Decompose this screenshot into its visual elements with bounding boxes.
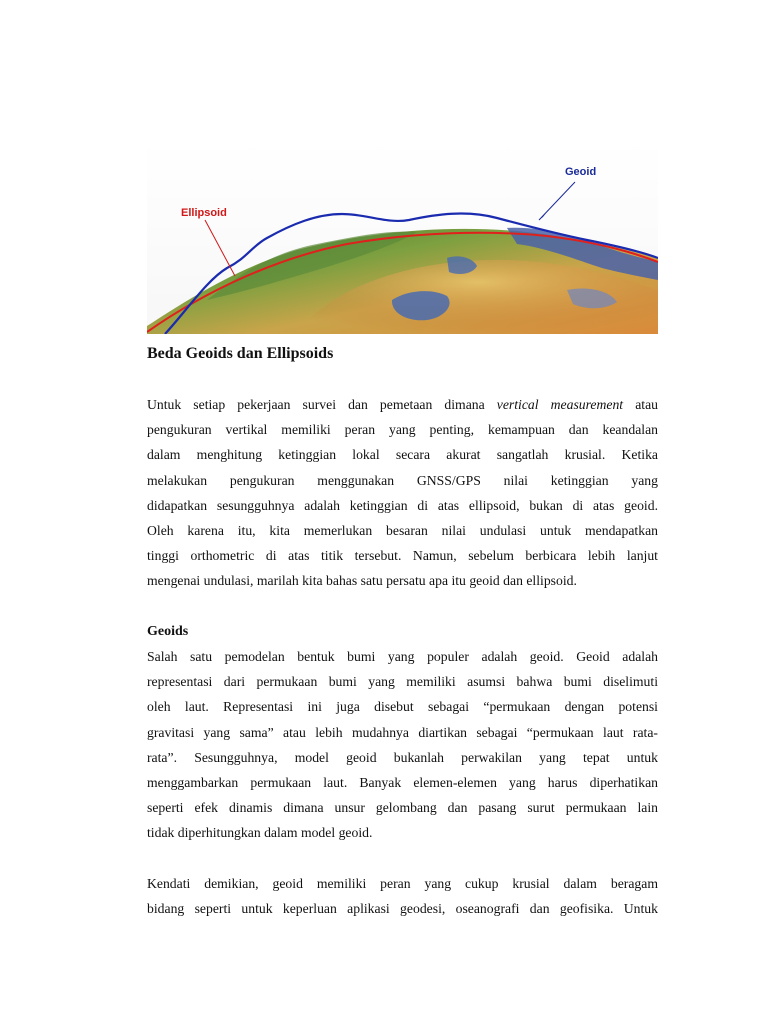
intro-paragraph: [147, 392, 658, 594]
geoids-line: rata”. Sesungguhnya, model geoid bukanlah perwakilan yang tepat untuk: [147, 749, 658, 765]
geoids-line: oleh laut. Representasi ini juga disebut sebagai “permukaan dengan potensi: [147, 699, 658, 715]
kendati-line: Kendati demikian, geoid memiliki peran yang cukup krusial dalam beragam: [147, 876, 658, 891]
intro-line-1: Untuk setiap pekerjaan survei dan pemetaan dimana vertical measurement atau: [147, 397, 658, 412]
kendati-line: bidang seperti untuk keperluan aplikasi geodesi, oseanografi dan geofisika. Untuk: [147, 901, 658, 917]
geoids-paragraph: [147, 644, 658, 846]
geoids-line: representasi dari permukaan bumi yang memiliki asumsi bahwa bumi diselimuti: [147, 674, 658, 690]
geoids-line: menggambarkan permukaan laut. Banyak elemen-elemen yang harus diperhatikan: [147, 775, 658, 791]
intro-line: dalam menghitung ketinggian lokal secara akurat sangatlah krusial. Ketika: [147, 447, 658, 463]
kendati-paragraph: [147, 871, 658, 921]
intro-line: mengenai undulasi, marilah kita bahas satu persatu apa itu geoid dan ellipsoid.: [147, 573, 577, 589]
geoid-label: Geoid: [565, 166, 597, 178]
document-title: Beda Geoids dan Ellipsoids: [147, 345, 334, 362]
geoids-line: gravitasi yang sama” atau lebih mudahnya diartikan sebagai “permukaan laut rata-: [147, 724, 658, 740]
geoids-line: seperti efek dinamis dimana unsur gelombang dan pasang surut permukaan lain: [147, 800, 658, 816]
intro-line: melakukan pengukuran menggunakan GNSS/GPS nilai ketinggian yang: [147, 472, 658, 488]
intro-line: didapatkan sesungguhnya adalah ketinggian di atas ellipsoid, bukan di atas geoid.: [147, 497, 658, 513]
intro-line: pengukuran vertikal memiliki peran yang penting, kemampuan dan keandalan: [147, 422, 658, 438]
section-heading-geoids: Geoids: [147, 624, 189, 639]
geoids-line: tidak diperhitungkan dalam model geoid.: [147, 825, 373, 841]
geoid-ellipsoid-figure: [147, 140, 658, 334]
vertical-measurement-term: vertical measurement: [496, 397, 624, 412]
intro-line: tinggi orthometric di atas titik tersebut. Namun, sebelum berbicara lebih lanjut: [147, 548, 658, 564]
intro-line: Oleh karena itu, kita memerlukan besaran nilai undulasi untuk mendapatkan: [147, 523, 658, 539]
ellipsoid-label: Ellipsoid: [181, 207, 227, 219]
geoids-line: Salah satu pemodelan bentuk bumi yang populer adalah geoid. Geoid adalah: [147, 649, 658, 664]
